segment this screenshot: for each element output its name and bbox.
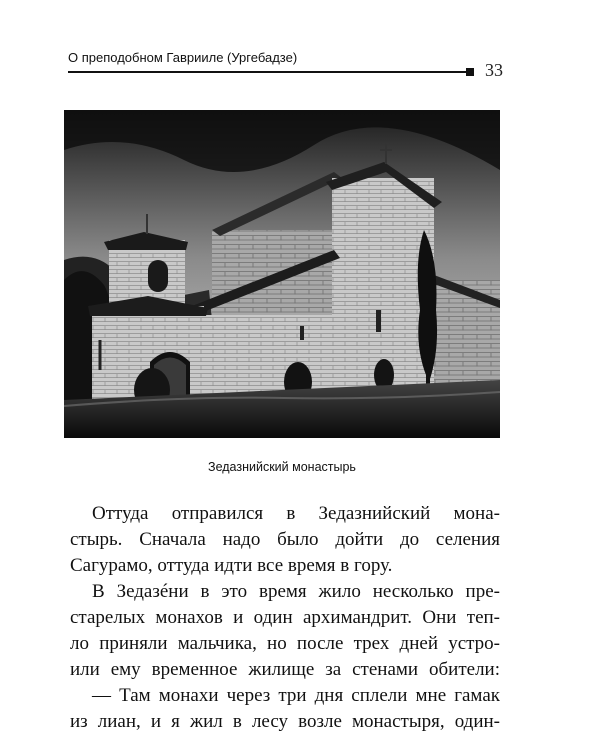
monastery-photo — [64, 110, 500, 438]
text-line: Сагурамо, оттуда идти все время в гору. — [70, 555, 393, 576]
header-rule-end-mark — [466, 68, 474, 76]
header-rule — [68, 71, 468, 73]
text-line: В Зедазéни в это время жило несколько пре- — [92, 581, 500, 602]
page-number: 33 — [485, 60, 503, 80]
text-line: ло приняли мальчика, но после трех дней устро- — [70, 633, 500, 654]
text-line: — Там монахи через три дня сплели мне гамак — [92, 685, 500, 706]
page-header — [68, 50, 532, 78]
text-line: из лиан, и я жил в лесу возле монастыря, один- — [70, 711, 500, 732]
text-line: Оттуда отправился в Зедазнийский мона- — [92, 503, 500, 524]
text-line: стырь. Сначала надо было дойти до селения — [70, 529, 500, 550]
running-title: О преподобном Гаврииле (Ургебадзе) — [68, 50, 298, 65]
figure-caption: Зедазнийский монастырь — [208, 460, 356, 474]
text-line: старелых монахов и один архимандрит. Они теп- — [70, 607, 500, 628]
text-line: или ему временное жилище за стенами обители: — [70, 659, 500, 680]
